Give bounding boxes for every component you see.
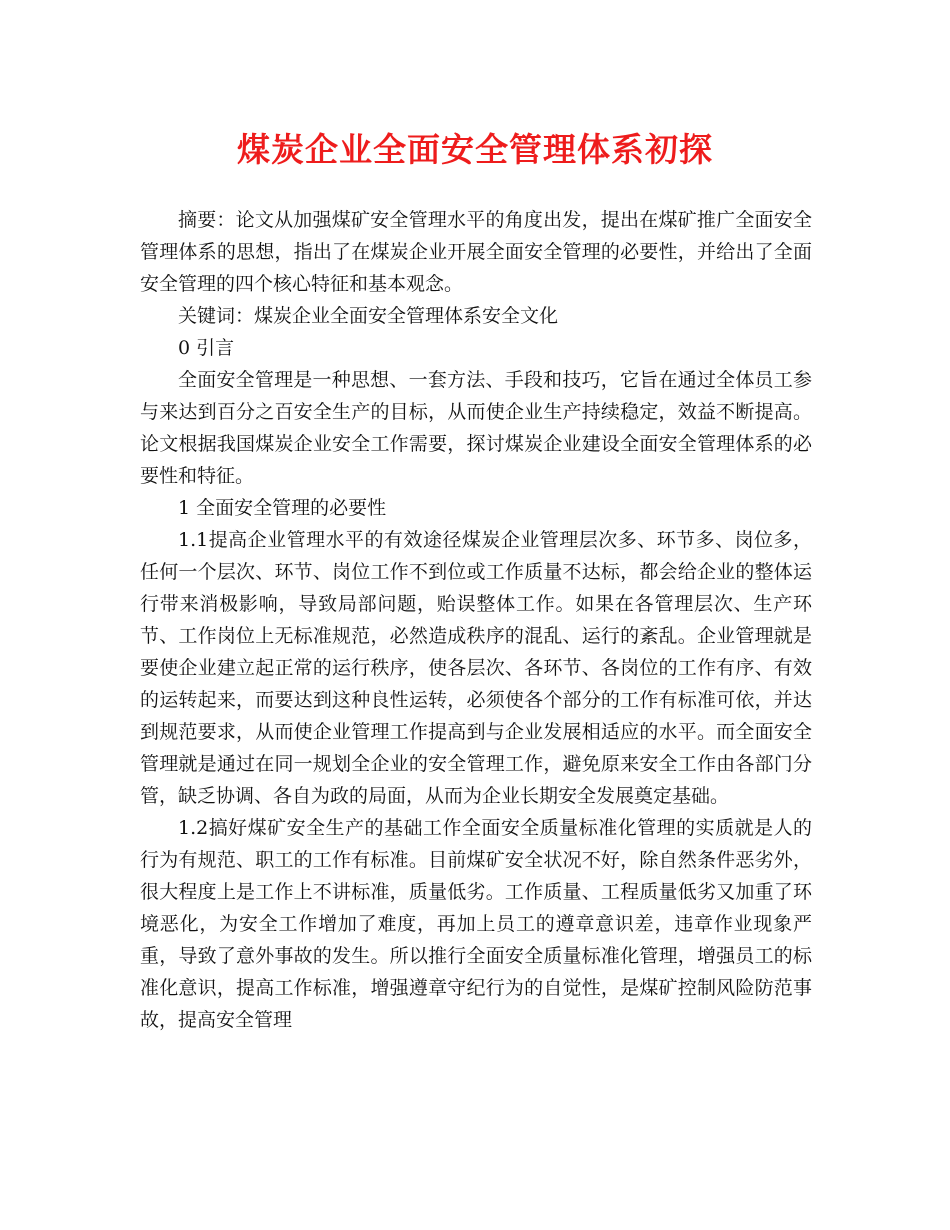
abstract-paragraph: 摘要：论文从加强煤矿安全管理水平的角度出发，提出在煤矿推广全面安全管理体系的思想，指出了在煤炭企业开展全面安全管理的必要性，并给出了全面安全管理的四个核心特征和基本观念。 [140,209,812,295]
document-title: 煤炭企业全面安全管理体系初探 [237,130,713,169]
document-body [140,204,812,1036]
subsection-1-1-paragraph: 1.1提高企业管理水平的有效途径煤炭企业管理层次多、环节多、岗位多，任何一个层次、环节、岗位工作不到位或工作质量不达标，都会给企业的整体运行带来消极影响，导致局部问题，贻误整体工作。如果在各管理层次、生产环节、工作岗位上无标准规范，必然造成秩序的混乱、运行的紊乱。企业管理就是要使企业建立起正常的运行秩序，使各层次、各环节、各岗位的工作有序、有效的运转起来，而要达到这种良性运转，必须使各个部分的工作有标准可依，并达到规范要求，从而使企业管理工作提高到与企业发展相适应的水平。而全面安全管理就是通过在同一规划全企业的安全管理工作，避免原来安全工作由各部门分管，缺乏协调、各自为政的局面，从而为企业长期安全发展奠定基础。 [140,529,812,807]
subsection-1-2-paragraph: 1.2搞好煤矿安全生产的基础工作全面安全质量标准化管理的实质就是人的行为有规范、职工的工作有标准。目前煤矿安全状况不好，除自然条件恶劣外，很大程度上是工作上不讲标准，质量低劣。工作质量、工程质量低劣又加重了环境恶化，为安全工作增加了难度，再加上员工的遵章意识差，违章作业现象严重，导致了意外事故的发生。所以推行全面安全质量标准化管理，增强员工的标准化意识，提高工作标准，增强遵章守纪行为的自觉性，是煤矿控制风险防范事故，提高安全管理 [140,817,812,1031]
section-heading-necessity: 1 全面安全管理的必要性 [178,497,387,519]
section-heading-introduction: 0 引言 [178,337,235,359]
introduction-paragraph: 全面安全管理是一种思想、一套方法、手段和技巧，它旨在通过全体员工参与来达到百分之百安全生产的目标，从而使企业生产持续稳定，效益不断提高。论文根据我国煤炭企业安全工作需要，探讨煤炭企业建设全面安全管理体系的必要性和特征。 [140,369,812,487]
keywords-paragraph: 关键词：煤炭企业全面安全管理体系安全文化 [178,305,559,327]
